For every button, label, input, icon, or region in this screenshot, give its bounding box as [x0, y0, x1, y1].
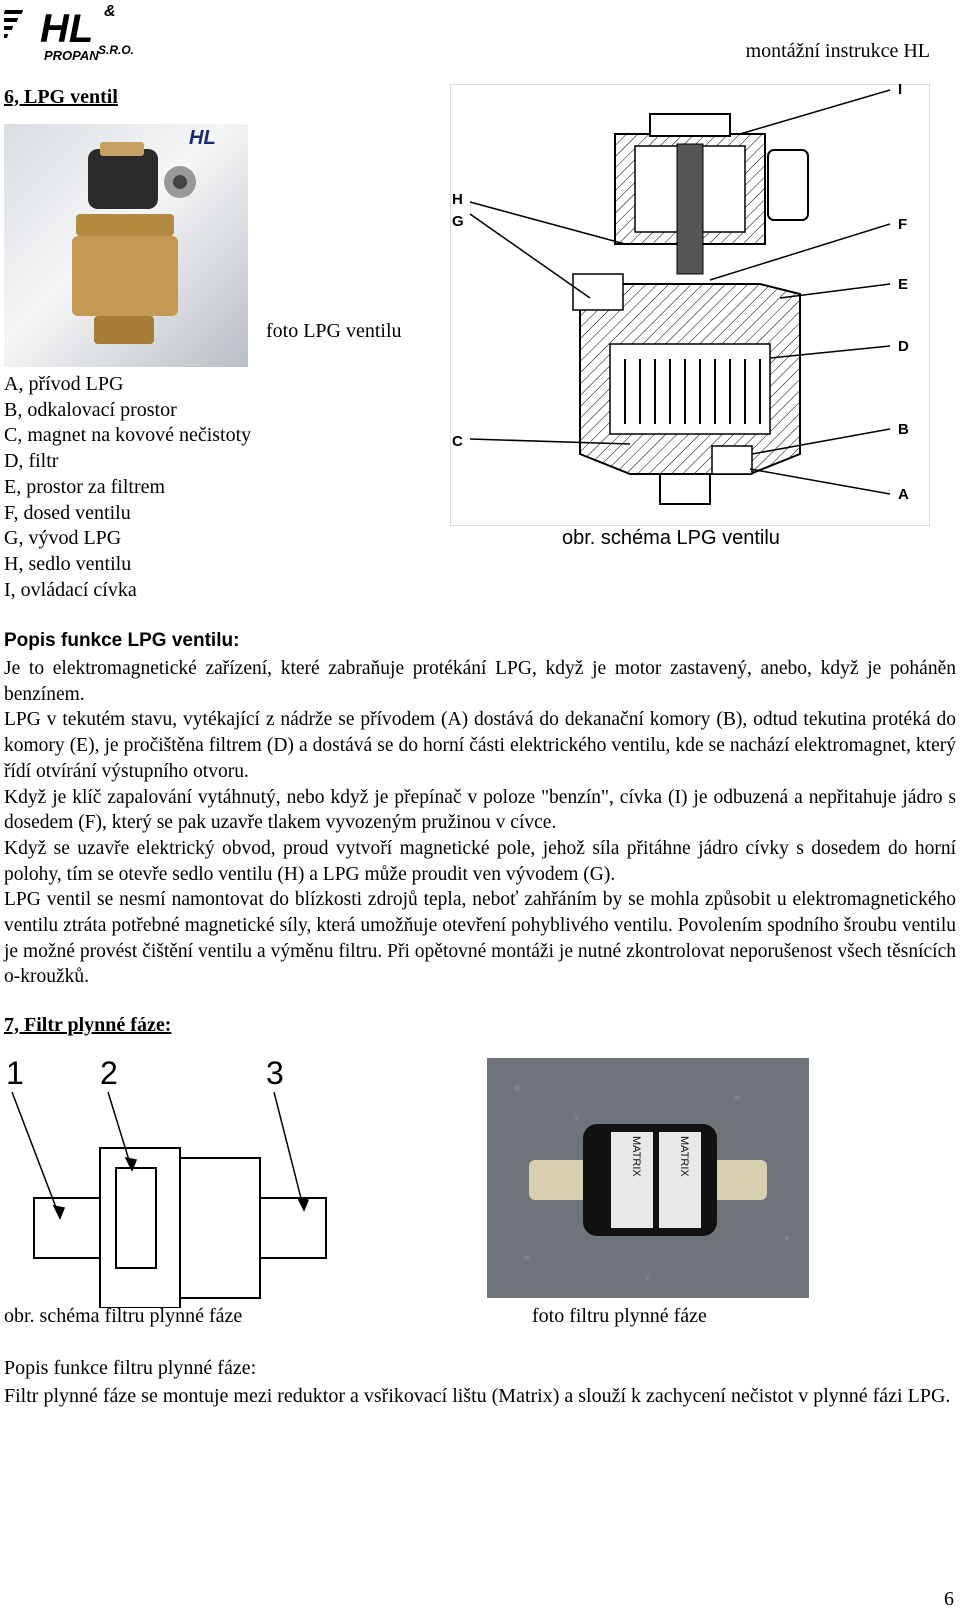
gas-filter-function-text: Filtr plynné fáze se montuje mezi reduktor a vsřikovací lištu (Matrix) a slouží k zachycení nečistot v plynné fázi LPG. — [4, 1385, 951, 1407]
logo-amp: & — [104, 3, 116, 20]
logo-mark: HL — [40, 7, 94, 51]
schema-label-g: G — [452, 213, 464, 230]
legend-item: D, filtr — [4, 450, 59, 473]
paragraph: Je to elektromagnetické zařízení, které zabraňuje protékání LPG, když je motor zastavený, anebo, když je poháněn benzínem. — [4, 658, 956, 705]
schema-number-1: 1 — [6, 1058, 24, 1091]
paragraph: Když je klíč zapalování vytáhnutý, nebo když je přepínač v poloze "benzín", cívka (I) je odbuzená a nepřitahuje jádro s dosedem (F), který se pak uzavře tlakem vyvozeným pružinou v cívce. — [4, 786, 956, 834]
schema-label-a: A — [898, 486, 909, 503]
valve-parts-legend — [4, 372, 251, 603]
legend-item: A, přívod LPG — [4, 373, 124, 395]
svg-text:HL: HL — [189, 127, 216, 149]
legend-item: H, sedlo ventilu — [4, 552, 132, 575]
gas-filter-function-title: Popis funkce filtru plynné fáze: — [4, 1357, 257, 1379]
logo-propan: PROPAN — [44, 48, 99, 63]
filter-label: MATRIX — [630, 1136, 642, 1177]
lpg-valve-photo-caption: foto LPG ventilu — [266, 320, 402, 342]
company-logo — [4, 2, 140, 64]
schema-label-i: I — [898, 84, 903, 98]
lpg-valve-function-title: Popis funkce LPG ventilu: — [4, 630, 240, 651]
filter-label: MATRIX — [678, 1136, 690, 1177]
schema-label-f: F — [898, 216, 908, 233]
lpg-valve-function-text — [4, 656, 956, 990]
lpg-valve-schematic-caption: obr. schéma LPG ventilu — [562, 527, 780, 549]
section-7-heading: 7, Filtr plynné fáze: — [4, 1014, 172, 1036]
schema-label-h: H — [452, 191, 463, 208]
schema-label-d: D — [898, 338, 909, 355]
schema-number-2: 2 — [100, 1058, 118, 1091]
page-number: 6 — [944, 1588, 954, 1610]
legend-item: F, dosed ventilu — [4, 501, 131, 524]
section-6-heading: 6, LPG ventil — [4, 86, 118, 108]
gas-filter-schematic — [4, 1058, 330, 1308]
legend-item: E, prostor za filtrem — [4, 475, 166, 498]
logo-suffix: S.R.O. — [98, 43, 135, 57]
legend-item: I, ovládací cívka — [4, 578, 137, 601]
schema-label-b: B — [898, 421, 909, 438]
schema-label-c: C — [452, 433, 463, 450]
gas-filter-photo-caption: foto filtru plynné fáze — [532, 1305, 707, 1327]
paragraph: Když se uzavře elektrický obvod, proud vytvoří magnetické pole, jehož síla přitáhne jádro cívky s dosedem do horní polohy, tím se otevře sedlo ventilu (H) a LPG může proudit ven vývodem (G). — [4, 837, 956, 885]
paragraph: LPG ventil se nesmí namontovat do blízkosti zdrojů tepla, neboť zahřáním by se mohla způsobit u elektromagnetického ventilu ztráta potřebné magnetické síly, která umožňuje otevření pohyblivého ventilu. Povolením spodního šroubu ventilu je možné provést čištění ventilu a výměnu filtru. Při opětovné montáži je nutné zkontrolovat neporušenost všech těsnících o-kroužků. — [4, 889, 956, 988]
legend-item: C, magnet na kovové nečistoty — [4, 424, 252, 447]
paragraph: LPG v tekutém stavu, vytékající z nádrže se přívodem (A) dostává do dekanační komory (B), odtud tekutina protéká do komory (E), je pročištěna filtrem (D) a dostává se do horní části elektrického ventilu, kde se nachází elektromagnet, který řídí otvírání výstupního otvoru. — [4, 709, 956, 782]
schema-label-e: E — [898, 276, 909, 293]
legend-item: G, vývod LPG — [4, 527, 122, 550]
lpg-valve-schematic — [450, 84, 930, 526]
document-title: montážní instrukce HL — [745, 40, 930, 62]
legend-item: B, odkalovací prostor — [4, 398, 177, 421]
gas-filter-schematic-caption: obr. schéma filtru plynné fáze — [4, 1305, 243, 1327]
lpg-valve-photo — [4, 124, 248, 367]
gas-filter-photo — [487, 1058, 809, 1298]
schema-number-3: 3 — [266, 1058, 284, 1091]
